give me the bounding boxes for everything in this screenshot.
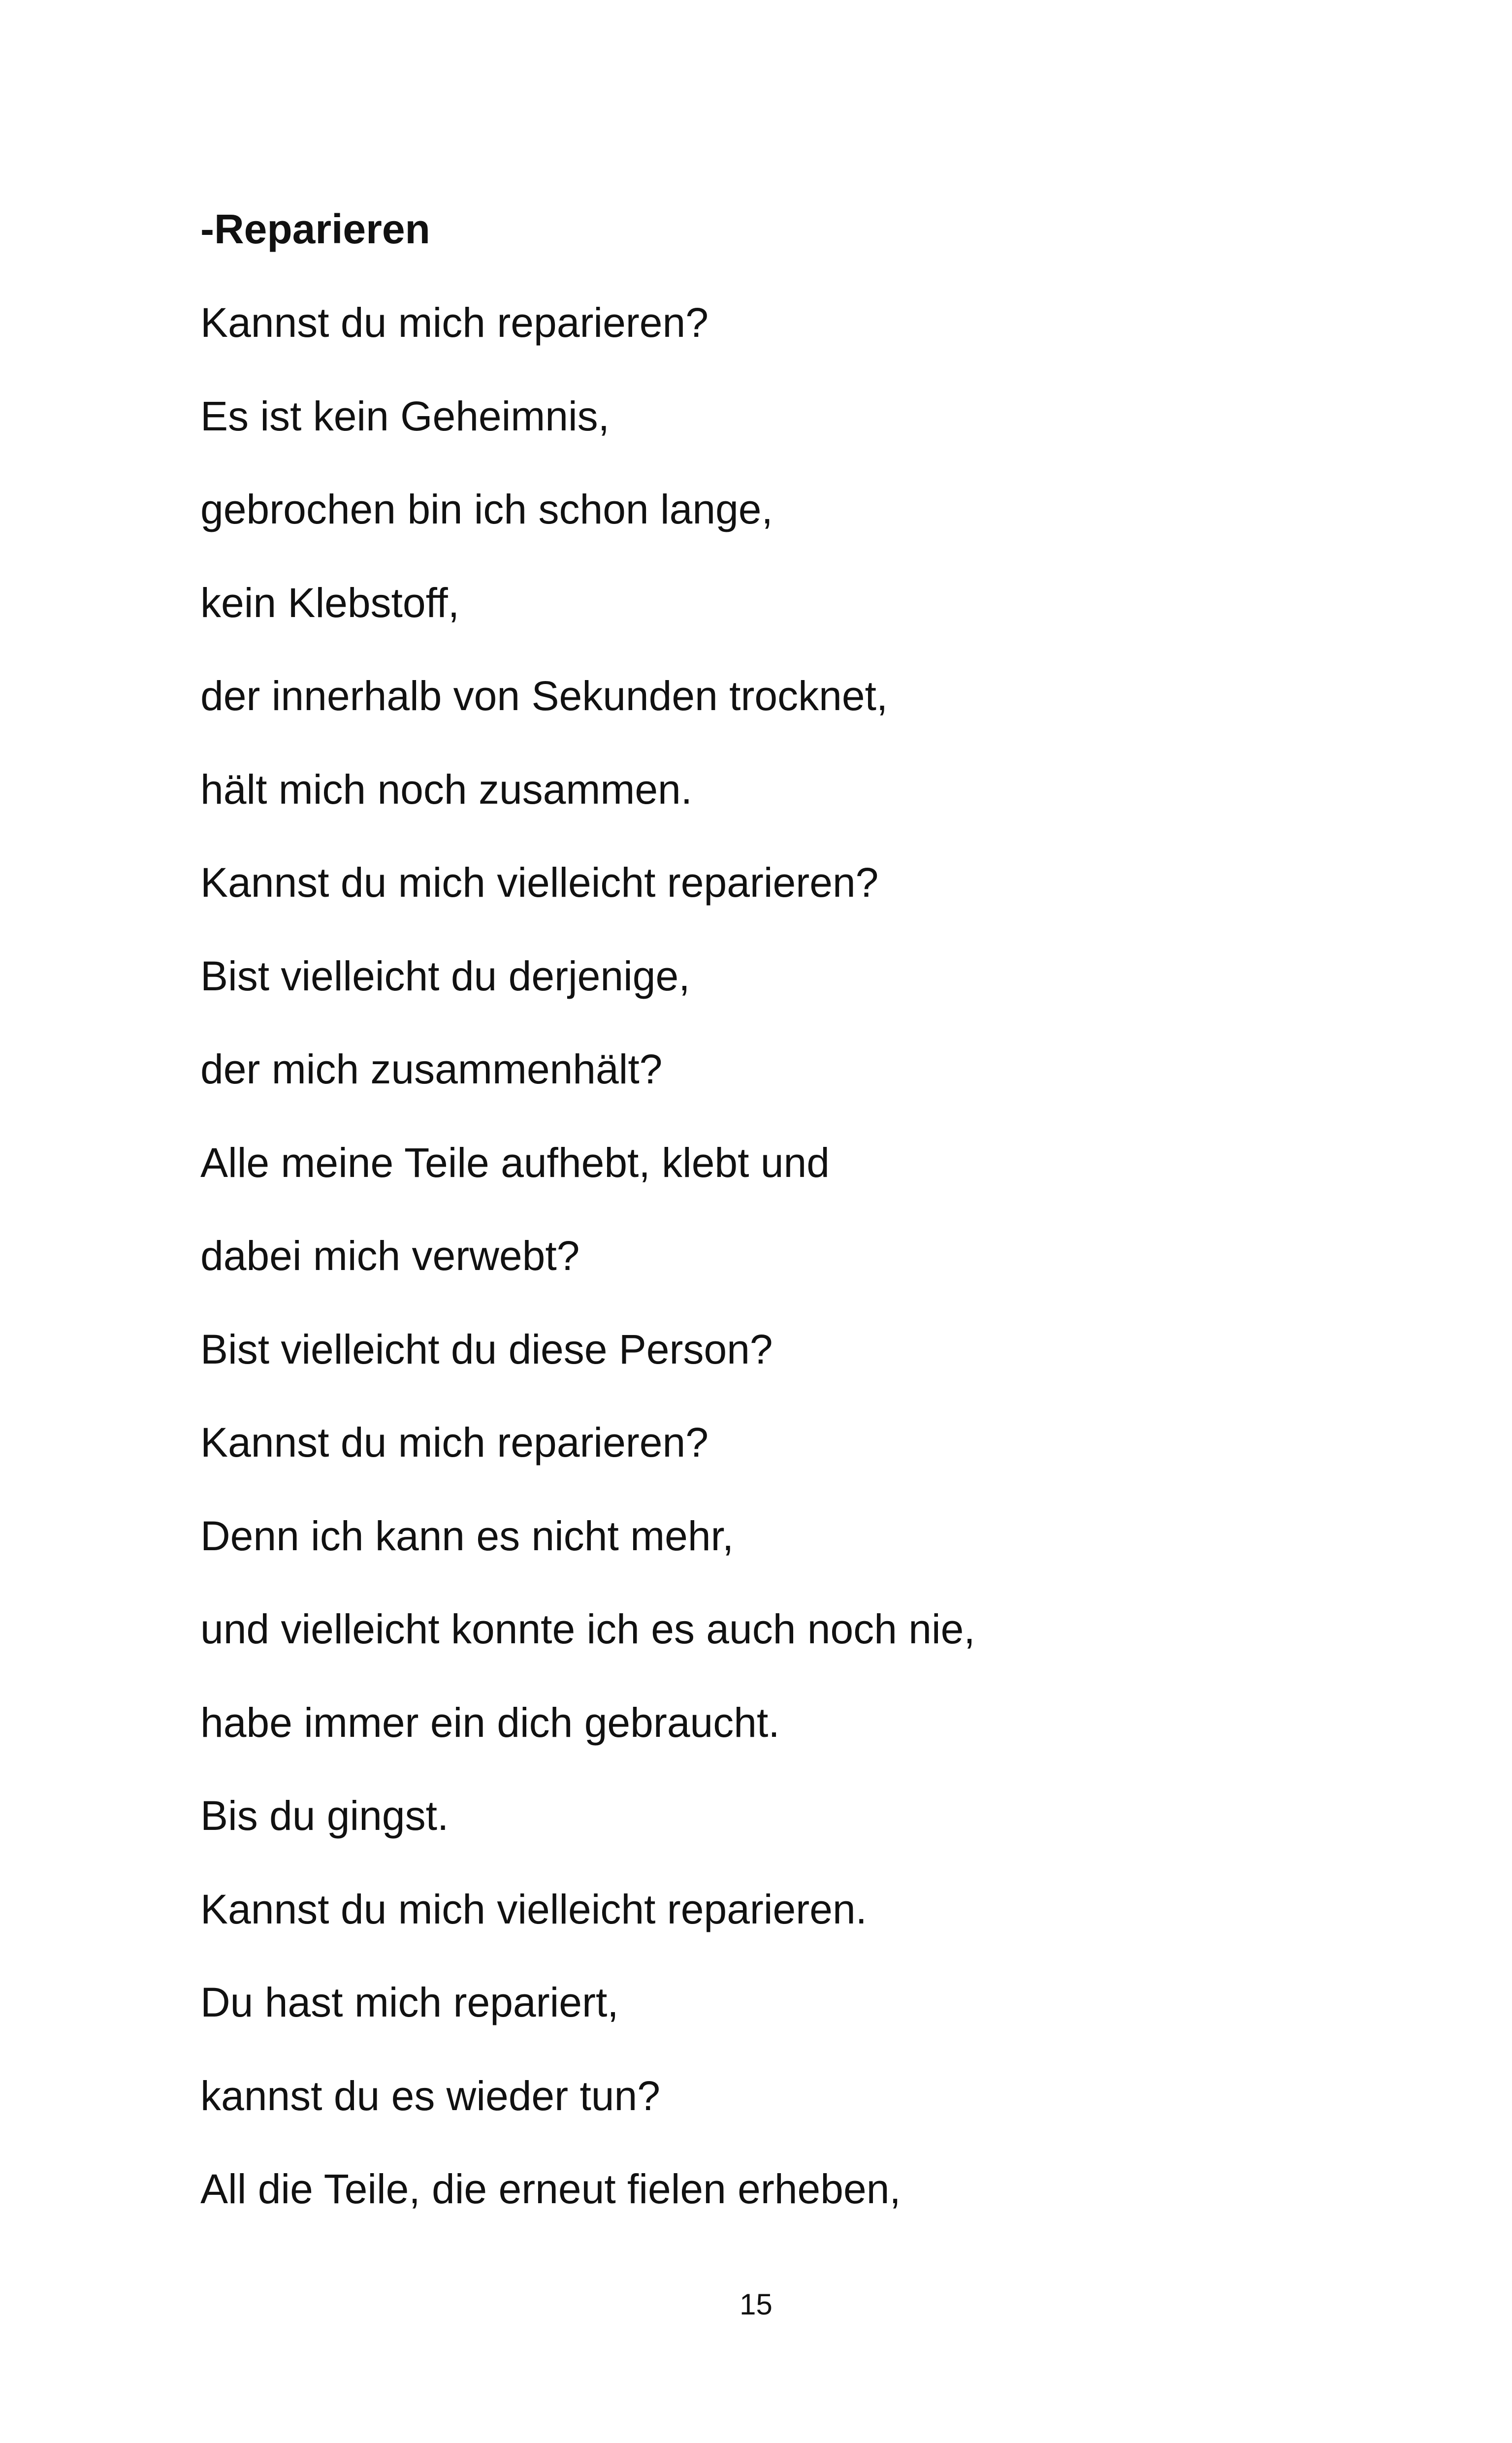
poem-line: Kannst du mich vielleicht reparieren. [200, 1886, 868, 1932]
poem-line: Kannst du mich reparieren? [200, 1419, 708, 1466]
poem-line: der innerhalb von Sekunden trocknet, [200, 673, 888, 719]
poem-line: All die Teile, die erneut fielen erheben, [200, 2166, 901, 2212]
poem-line: und vielleicht konnte ich es auch noch nie, [200, 1606, 975, 1652]
poem-line: Bist vielleicht du derjenige, [200, 952, 690, 999]
poem-line: Bis du gingst. [200, 1792, 449, 1839]
poem-line: der mich zusammenhält? [200, 1046, 663, 1092]
poem-line: Denn ich kann es nicht mehr, [200, 1512, 734, 1559]
poem-line: gebrochen bin ich schon lange, [200, 486, 773, 532]
poem-line: kannst du es wieder tun? [200, 2072, 660, 2119]
poem-line: Alle meine Teile aufhebt, klebt und [200, 1139, 830, 1186]
poem-title: -Reparieren [200, 206, 430, 252]
poem-line: kein Klebstoff, [200, 579, 460, 626]
page-number: 15 [740, 2288, 772, 2321]
poem-line: Kannst du mich reparieren? [200, 299, 708, 346]
poem-line: dabei mich verwebt? [200, 1233, 580, 1279]
poem [200, 195, 1382, 2248]
poem-line: Du hast mich repariert, [200, 1979, 619, 2025]
poem-line: Bist vielleicht du diese Person? [200, 1326, 773, 1372]
poem-line: hält mich noch zusammen. [200, 766, 693, 813]
poem-line: Es ist kein Geheimnis, [200, 392, 610, 439]
poem-line: Kannst du mich vielleicht reparieren? [200, 859, 879, 906]
poem-line: habe immer ein dich gebraucht. [200, 1699, 780, 1746]
